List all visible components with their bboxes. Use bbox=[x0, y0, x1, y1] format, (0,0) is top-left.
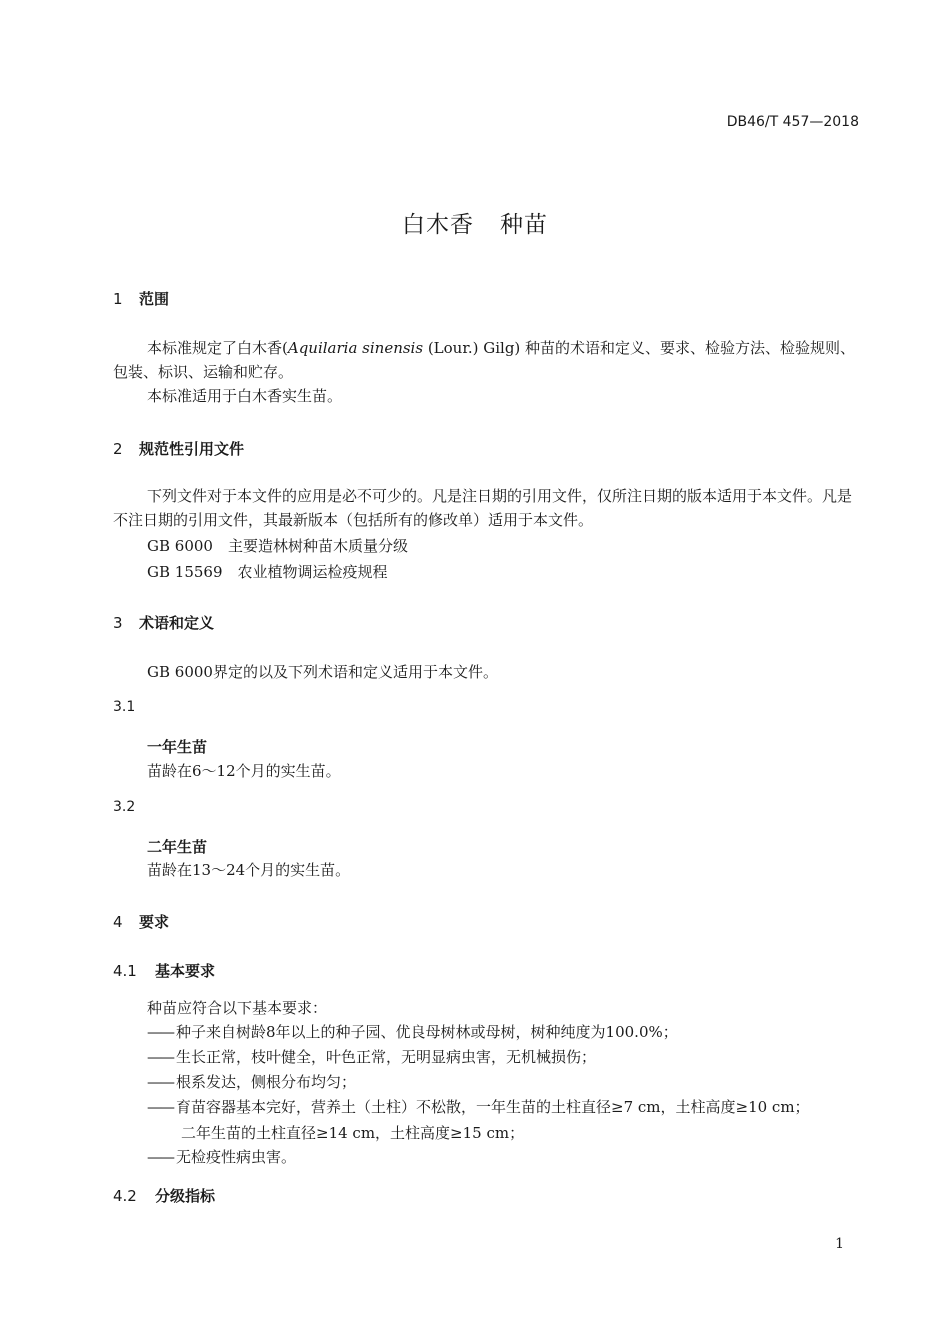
section-1-paragraph-2: 本标准适用于白木香实生苗。 bbox=[147, 387, 343, 405]
standard-code: DB46/T 457—2018 bbox=[726, 114, 859, 130]
section-2-heading bbox=[113, 438, 244, 459]
section-2-paragraph: 下列文件对于本文件的应用是必不可少的。凡是注日期的引用文件，仅所注日期的版本适用于本文件。凡是不注日期的引用文件，其最新版本（包括所有的修改单）适用于本文件。 bbox=[113, 487, 853, 529]
item-text: 无检疫性病虫害。 bbox=[176, 1148, 297, 1166]
item-text: 育苗容器基本完好，营养土（土柱）不松散，一年生苗的土柱直径≥7 cm，土柱高度≥10 cm； bbox=[176, 1098, 810, 1116]
reference-gb15569: GB 15569 农业植物调运检疫规程 bbox=[147, 563, 388, 581]
em-dash: —— bbox=[147, 1148, 173, 1166]
item-text: 根系发达，侧根分布均匀； bbox=[176, 1073, 357, 1091]
section-number: 4 bbox=[113, 913, 123, 931]
requirements-intro: 种苗应符合以下基本要求： bbox=[147, 999, 328, 1017]
section-number: 4.2 bbox=[113, 1187, 137, 1205]
reference-gb6000: GB 6000 主要造林树种苗木质量分级 bbox=[147, 537, 408, 555]
document-title bbox=[0, 206, 950, 239]
section-title: 要求 bbox=[139, 913, 170, 931]
requirement-item-2 bbox=[147, 1046, 596, 1067]
requirement-item-1 bbox=[147, 1021, 678, 1042]
page-number: 1 bbox=[835, 1236, 844, 1252]
term-3-1-name: 一年生苗 bbox=[147, 738, 208, 756]
requirement-item-3 bbox=[147, 1071, 356, 1092]
requirement-item-4 bbox=[147, 1096, 810, 1117]
title-part1: 白木香 bbox=[402, 212, 474, 238]
text-run: (Lour.) Gilg) 种苗的术语和定义、要求、检验方法、检验规则、包装、标识、运输和贮存。 bbox=[113, 339, 856, 381]
section-4-1-heading bbox=[113, 960, 215, 981]
title-part2: 种苗 bbox=[500, 212, 548, 238]
section-number: 4.1 bbox=[113, 962, 137, 980]
em-dash: —— bbox=[147, 1048, 173, 1066]
term-3-2-definition: 苗龄在13～24个月的实生苗。 bbox=[147, 861, 351, 879]
section-number: 2 bbox=[113, 440, 123, 458]
term-3-1-definition: 苗龄在6～12个月的实生苗。 bbox=[147, 762, 341, 780]
em-dash: —— bbox=[147, 1023, 173, 1041]
item-text: 生长正常，枝叶健全，叶色正常，无明显病虫害，无机械损伤； bbox=[176, 1048, 597, 1066]
species-name: Aquilaria sinensis bbox=[287, 339, 424, 357]
section-title: 分级指标 bbox=[155, 1187, 216, 1205]
em-dash: —— bbox=[147, 1098, 173, 1116]
section-3-heading bbox=[113, 612, 214, 633]
term-3-2-number: 3.2 bbox=[113, 799, 136, 815]
term-3-1-number: 3.1 bbox=[113, 699, 136, 715]
text-run: 本标准规定了白木香( bbox=[147, 339, 288, 357]
section-title: 规范性引用文件 bbox=[139, 440, 245, 458]
em-dash: —— bbox=[147, 1073, 173, 1091]
section-1-paragraph-1 bbox=[113, 336, 861, 384]
section-3-paragraph: GB 6000界定的以及下列术语和定义适用于本文件。 bbox=[147, 663, 498, 681]
section-title: 术语和定义 bbox=[139, 614, 215, 632]
requirement-item-4-continuation: 二年生苗的土柱直径≥14 cm，土柱高度≥15 cm； bbox=[181, 1124, 525, 1142]
term-3-2-name: 二年生苗 bbox=[147, 838, 208, 856]
section-4-2-heading bbox=[113, 1185, 215, 1206]
section-number: 3 bbox=[113, 614, 123, 632]
section-4-heading bbox=[113, 911, 169, 932]
item-text: 种子来自树龄8年以上的种子园、优良母树林或母树，树种纯度为100.0%； bbox=[176, 1023, 678, 1041]
requirement-item-5 bbox=[147, 1146, 296, 1167]
section-1-heading bbox=[113, 288, 169, 309]
section-title: 基本要求 bbox=[155, 962, 216, 980]
section-title: 范围 bbox=[139, 290, 170, 308]
section-number: 1 bbox=[113, 290, 123, 308]
